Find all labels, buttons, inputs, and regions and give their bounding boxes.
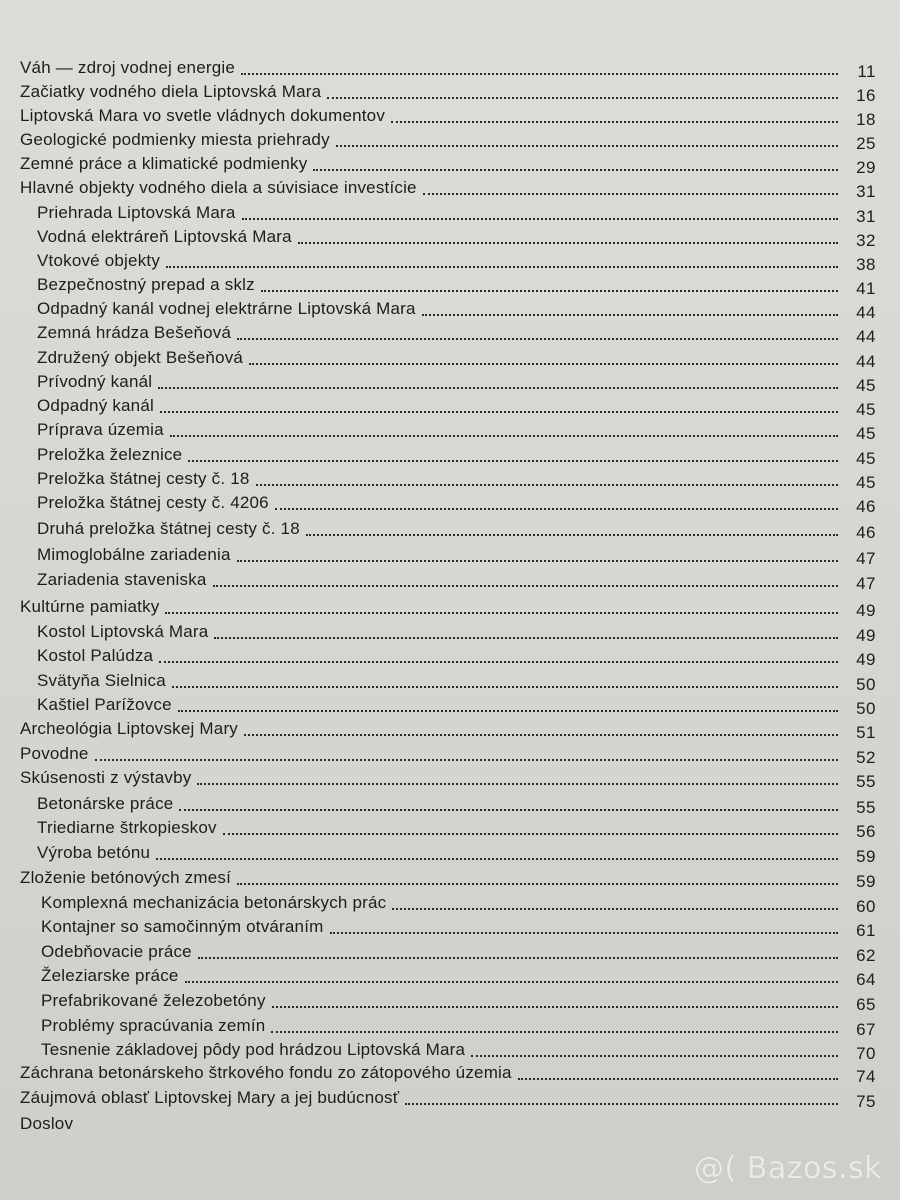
toc-entry-title: Zemná hrádza Bešeňová: [37, 323, 232, 342]
toc-dot-leader: [330, 932, 838, 934]
toc-dot-leader: [391, 121, 838, 123]
toc-entry: [0, 622, 900, 647]
toc-entry-title: Preložka štátnej cesty č. 4206: [37, 493, 269, 512]
toc-entry: [0, 519, 900, 544]
toc-entry-title: Preložka štátnej cesty č. 18: [37, 469, 250, 488]
toc-entry-page-number: 55: [856, 798, 876, 817]
toc-dot-leader: [271, 1031, 838, 1033]
toc-entry-title: Vtokové objekty: [37, 251, 161, 270]
toc-entry-page-number: 60: [856, 897, 876, 916]
toc-entry: [0, 493, 900, 518]
toc-entry: [0, 545, 900, 570]
toc-entry: [0, 1016, 900, 1041]
toc-entry-page-number: 45: [856, 473, 876, 492]
toc-entry: [0, 843, 900, 868]
toc-dot-leader: [159, 661, 838, 663]
toc-dot-leader: [188, 460, 838, 462]
toc-dot-leader: [256, 484, 838, 486]
toc-entry-title: Zariadenia staveniska: [37, 570, 207, 589]
toc-dot-leader: [237, 883, 838, 885]
toc-dot-leader: [422, 314, 838, 316]
toc-entry: [0, 719, 900, 744]
toc-entry-page-number: 70: [856, 1044, 876, 1063]
toc-entry-title: Tesnenie základovej pôdy pod hrádzou Liptovská Mara: [41, 1040, 466, 1059]
toc-entry: [0, 570, 900, 595]
toc-entry: [0, 469, 900, 494]
toc-dot-leader: [306, 534, 838, 536]
toc-entry: [0, 106, 900, 131]
toc-entry-title: Bezpečnostný prepad a sklz: [37, 275, 255, 294]
toc-dot-leader: [327, 97, 838, 99]
toc-entry-title: Združený objekt Bešeňová: [37, 348, 244, 367]
toc-dot-leader: [178, 710, 838, 712]
toc-dot-leader: [249, 363, 838, 365]
toc-entry: [0, 991, 900, 1016]
toc-entry: [0, 227, 900, 252]
toc-entry-page-number: 47: [856, 574, 876, 593]
toc-entry-page-number: 31: [856, 182, 876, 201]
toc-entry: [0, 794, 900, 819]
toc-entry-page-number: 50: [856, 675, 876, 694]
toc-dot-leader: [172, 686, 838, 688]
toc-entry: [0, 942, 900, 967]
toc-entry-page-number: 25: [856, 134, 876, 153]
toc-entry-page-number: 49: [856, 626, 876, 645]
toc-entry: [0, 420, 900, 445]
toc-entry-page-number: 61: [856, 921, 876, 940]
toc-entry-title: Geologické podmienky miesta priehrady: [20, 130, 330, 149]
toc-dot-leader: [198, 957, 838, 959]
toc-entry: [0, 1114, 900, 1139]
toc-entry-title: Prívodný kanál: [37, 372, 153, 391]
toc-entry-title: Zloženie betónových zmesí: [20, 868, 231, 887]
toc-dot-leader: [244, 734, 838, 736]
toc-entry-title: Liptovská Mara vo svetle vládnych dokumentov: [20, 106, 386, 125]
toc-entry-title: Triediarne štrkopieskov: [37, 818, 217, 837]
toc-entry-page-number: 46: [856, 497, 876, 516]
toc-entry: [0, 58, 900, 83]
bazos-watermark: @( Bazos.sk: [694, 1151, 882, 1186]
toc-dot-leader: [223, 833, 838, 835]
toc-entry-title: Odpadný kanál: [37, 396, 154, 415]
toc-entry-title: Kostol Palúdza: [37, 646, 154, 665]
toc-entry-page-number: 55: [856, 772, 876, 791]
toc-entry-page-number: 45: [856, 376, 876, 395]
toc-entry-title: Kaštiel Parížovce: [37, 695, 172, 714]
toc-entry-title: Komplexná mechanizácia betonárskych prác: [41, 893, 387, 912]
toc-entry-title: Prefabrikované železobetóny: [41, 991, 266, 1010]
toc-entry-page-number: 45: [856, 424, 876, 443]
toc-entry-title: Druhá preložka štátnej cesty č. 18: [37, 519, 300, 538]
toc-entry-page-number: 56: [856, 822, 876, 841]
toc-entry-page-number: 47: [856, 549, 876, 568]
toc-dot-leader: [197, 783, 838, 785]
toc-entry-title: Odpadný kanál vodnej elektrárne Liptovská Mara: [37, 299, 416, 318]
toc-entry-title: Povodne: [20, 744, 89, 763]
toc-entry-page-number: 64: [856, 970, 876, 989]
toc-entry-page-number: 44: [856, 352, 876, 371]
toc-entry: [0, 82, 900, 107]
toc-dot-leader: [313, 169, 838, 171]
toc-entry: [0, 445, 900, 470]
toc-dot-leader: [165, 612, 838, 614]
toc-entry-title: Kultúrne pamiatky: [20, 597, 160, 616]
toc-entry: [0, 299, 900, 324]
toc-entry: [0, 695, 900, 720]
toc-entry: [0, 893, 900, 918]
toc-entry-page-number: 32: [856, 231, 876, 250]
toc-entry-page-number: 45: [856, 400, 876, 419]
toc-dot-leader: [170, 435, 838, 437]
toc-entry-page-number: 45: [856, 449, 876, 468]
toc-dot-leader: [166, 266, 838, 268]
toc-entry-title: Preložka železnice: [37, 445, 183, 464]
toc-dot-leader: [213, 585, 838, 587]
toc-entry: [0, 348, 900, 373]
toc-entry-page-number: 50: [856, 699, 876, 718]
toc-entry-title: Betonárske práce: [37, 794, 174, 813]
toc-entry-page-number: 16: [856, 86, 876, 105]
toc-entry: [0, 818, 900, 843]
toc-dot-leader: [272, 1006, 838, 1008]
toc-entry: [0, 396, 900, 421]
toc-dot-leader: [298, 242, 838, 244]
toc-dot-leader: [179, 809, 838, 811]
toc-entry: [0, 597, 900, 622]
toc-entry-title: Archeológia Liptovskej Mary: [20, 719, 238, 738]
toc-dot-leader: [237, 338, 838, 340]
toc-dot-leader: [156, 858, 838, 860]
toc-entry-page-number: 59: [856, 872, 876, 891]
toc-entry: [0, 203, 900, 228]
toc-entry-title: Záchrana betonárskeho štrkového fondu zo zátopového územia: [20, 1063, 512, 1082]
toc-entry: [0, 1063, 900, 1088]
toc-dot-leader: [241, 73, 838, 75]
toc-entry-page-number: 59: [856, 847, 876, 866]
toc-entry: [0, 1040, 900, 1065]
toc-entry-title: Vodná elektráreň Liptovská Mara: [37, 227, 292, 246]
toc-entry-title: Problémy spracúvania zemín: [41, 1016, 266, 1035]
toc-entry: [0, 671, 900, 696]
toc-dot-leader: [423, 193, 838, 195]
toc-entry-title: Kostol Liptovská Mara: [37, 622, 209, 641]
toc-dot-leader: [261, 290, 838, 292]
toc-entry: [0, 744, 900, 769]
toc-entry-page-number: 52: [856, 748, 876, 767]
toc-entry: [0, 154, 900, 179]
toc-dot-leader: [185, 981, 838, 983]
toc-dot-leader: [405, 1103, 838, 1105]
toc-entry: [0, 1088, 900, 1113]
toc-entry-page-number: 44: [856, 327, 876, 346]
toc-entry-page-number: 65: [856, 995, 876, 1014]
toc-entry-title: Doslov: [20, 1114, 74, 1133]
toc-entry-page-number: 44: [856, 303, 876, 322]
toc-dot-leader: [160, 411, 838, 413]
toc-entry: [0, 966, 900, 991]
toc-entry-page-number: 31: [856, 207, 876, 226]
toc-dot-leader: [392, 908, 838, 910]
toc-entry: [0, 130, 900, 155]
toc-entry-title: Mimoglobálne zariadenia: [37, 545, 231, 564]
toc-entry-page-number: 29: [856, 158, 876, 177]
toc-entry-title: Kontajner so samočinným otváraním: [41, 917, 324, 936]
toc-entry: [0, 372, 900, 397]
toc-entry: [0, 323, 900, 348]
toc-entry-title: Záujmová oblasť Liptovskej Mary a jej budúcnosť: [20, 1088, 400, 1107]
toc-dot-leader: [237, 560, 838, 562]
toc-dot-leader: [275, 508, 838, 510]
toc-entry-title: Váh — zdroj vodnej energie: [20, 58, 235, 77]
toc-entry-page-number: 11: [857, 62, 876, 81]
toc-entry-title: Príprava územia: [37, 420, 164, 439]
toc-entry-title: Odebňovacie práce: [41, 942, 192, 961]
toc-entry-page-number: 38: [856, 255, 876, 274]
toc-entry: [0, 251, 900, 276]
toc-dot-leader: [95, 759, 838, 761]
toc-entry-page-number: 46: [856, 523, 876, 542]
toc-dot-leader: [158, 387, 838, 389]
toc-entry-page-number: 49: [856, 601, 876, 620]
toc-entry-title: Železiarske práce: [41, 966, 179, 985]
toc-entry: [0, 868, 900, 893]
toc-entry: [0, 275, 900, 300]
toc-entry-page-number: 51: [856, 723, 876, 742]
toc-entry-page-number: 49: [856, 650, 876, 669]
toc-entry-title: Skúsenosti z výstavby: [20, 768, 192, 787]
toc-entry-page-number: 67: [856, 1020, 876, 1039]
toc-entry-page-number: 74: [856, 1067, 876, 1086]
toc-entry-page-number: 18: [856, 110, 876, 129]
toc-dot-leader: [336, 145, 838, 147]
toc-dot-leader: [214, 637, 838, 639]
toc-entry-title: Priehrada Liptovská Mara: [37, 203, 236, 222]
toc-entry-title: Svätyňa Sielnica: [37, 671, 166, 690]
toc-entry-title: Začiatky vodného diela Liptovská Mara: [20, 82, 322, 101]
toc-entry-page-number: 62: [856, 946, 876, 965]
toc-entry: [0, 917, 900, 942]
toc-entry-title: Hlavné objekty vodného diela a súvisiace investície: [20, 178, 417, 197]
toc-entry: [0, 178, 900, 203]
toc-entry: [0, 646, 900, 671]
toc-entry-page-number: 75: [856, 1092, 876, 1111]
toc-entry: [0, 768, 900, 793]
toc-dot-leader: [471, 1055, 838, 1057]
toc-entry-title: Výroba betónu: [37, 843, 151, 862]
toc-dot-leader: [242, 218, 838, 220]
toc-entry-page-number: 41: [856, 279, 876, 298]
toc-entry-title: Zemné práce a klimatické podmienky: [20, 154, 308, 173]
toc-dot-leader: [518, 1078, 838, 1080]
